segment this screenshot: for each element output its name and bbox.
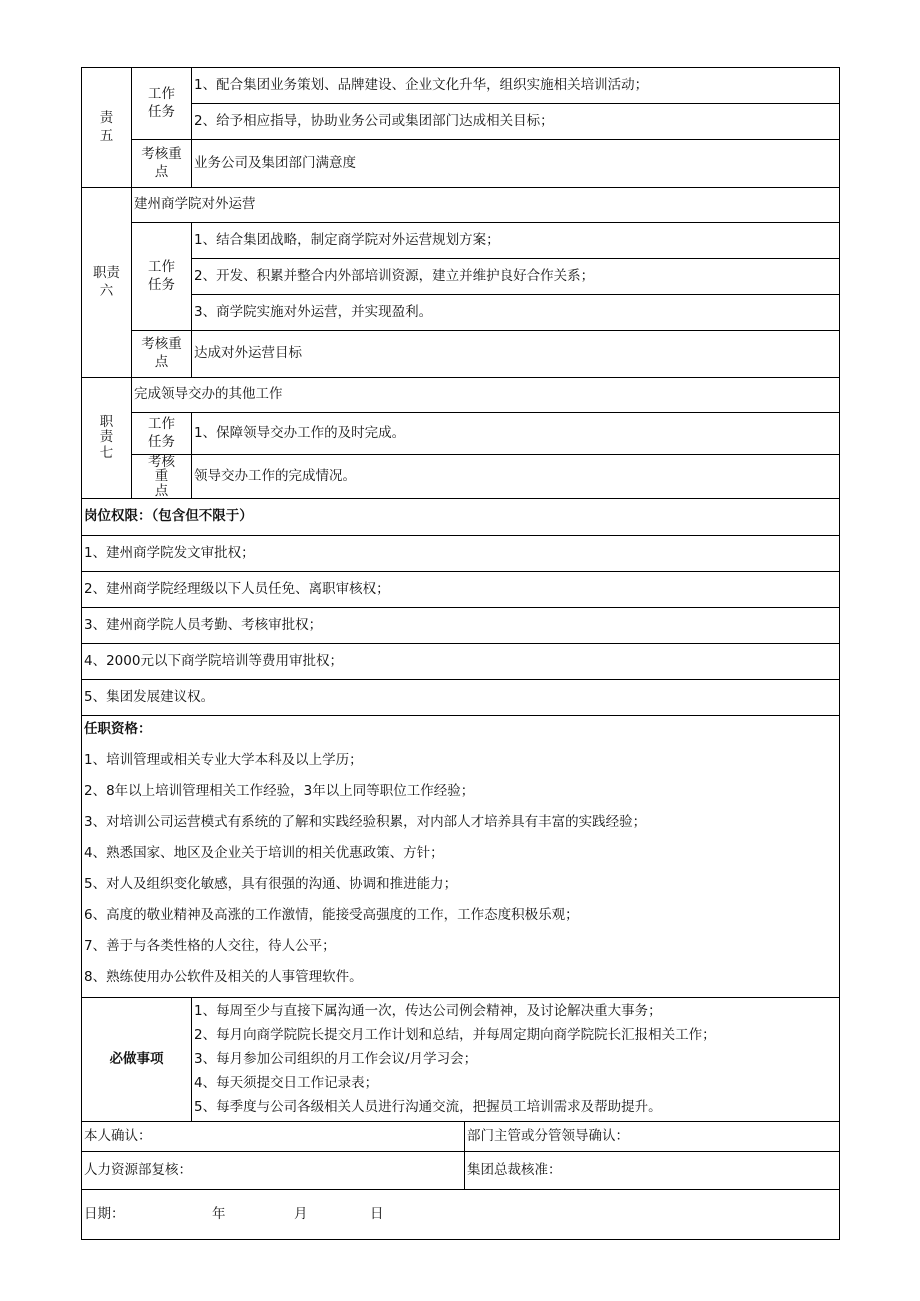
- duty6-title-row: [82, 188, 840, 223]
- must-do-item-1: 1、每周至少与直接下属沟通一次，传达公司例会精神，及讨论解决重大事务；: [194, 1003, 662, 1019]
- qualification-item-4: 4、熟悉国家、地区及企业关于培训的相关优惠政策、方针；: [84, 845, 444, 861]
- duty6-kpi: 达成对外运营目标: [192, 331, 840, 378]
- authority-row: [82, 572, 840, 608]
- qualifications-row: [82, 716, 840, 998]
- must-do-item-3: 3、每月参加公司组织的月工作会议/月学习会；: [194, 1051, 478, 1067]
- duty7-label: 职 责 七: [82, 378, 132, 499]
- must-do-list: [192, 998, 840, 1122]
- duty5-kpi-row: [82, 140, 840, 188]
- job-description-table: [81, 67, 840, 1240]
- qualification-item-7: 7、善于与各类性格的人交往，待人公平；: [84, 938, 336, 954]
- authority-row: [82, 536, 840, 572]
- must-do-item-2: 2、每月向商学院院长提交月工作计划和总结，并每周定期向商学院院长汇报相关工作；: [194, 1027, 716, 1043]
- duty7-title-row: [82, 378, 840, 413]
- duty5-task-label: 工作 任务: [132, 68, 192, 140]
- authority-heading: 岗位权限：（包含但不限于）: [82, 499, 840, 536]
- qualification-item-6: 6、高度的敬业精神及高涨的工作激情，能接受高强度的工作，工作态度积极乐观；: [84, 907, 579, 923]
- duty6-title: 建州商学院对外运营: [132, 188, 840, 223]
- duty5-task-row-2: [82, 104, 840, 140]
- authority-item-1: 1、建州商学院发文审批权；: [82, 536, 840, 572]
- must-do-row: [82, 998, 840, 1122]
- duty5-kpi-label: 考核重 点: [132, 140, 192, 188]
- duty7-kpi-label: 考核 重 点: [132, 455, 192, 499]
- qualifications-cell: [82, 716, 840, 998]
- date-day: 日: [370, 1205, 384, 1222]
- duty5-label: 责 五: [82, 68, 132, 188]
- duty6-kpi-label: 考核重 点: [132, 331, 192, 378]
- ceo-approve: 集团总裁核准：: [465, 1152, 840, 1190]
- duty7-title: 完成领导交办的其他工作: [132, 378, 840, 413]
- qualification-item-5: 5、对人及组织变化敏感，具有很强的沟通、协调和推进能力；: [84, 876, 458, 892]
- authority-item-3: 3、建州商学院人员考勤、考核审批权；: [82, 608, 840, 644]
- authority-heading-row: [82, 499, 840, 536]
- authority-row: [82, 644, 840, 680]
- signoff-row-2: [82, 1152, 840, 1190]
- date-row: [82, 1190, 840, 1240]
- date-label: 日期：: [84, 1205, 125, 1222]
- duty5-kpi: 业务公司及集团部门满意度: [192, 140, 840, 188]
- duty5-task-row-1: [82, 68, 840, 104]
- duty5-task-2: 2、给予相应指导，协助业务公司或集团部门达成相关目标；: [192, 104, 840, 140]
- qualification-item-2: 2、8年以上培训管理相关工作经验，3年以上同等职位工作经验；: [84, 783, 475, 799]
- duty7-task-row: [82, 413, 840, 455]
- qualification-item-1: 1、培训管理或相关专业大学本科及以上学历；: [84, 752, 363, 768]
- authority-item-2: 2、建州商学院经理级以下人员任免、离职审核权；: [82, 572, 840, 608]
- authority-row: [82, 680, 840, 716]
- qualifications-heading: 任职资格：: [84, 721, 152, 737]
- duty6-task-3: 3、商学院实施对外运营，并实现盈利。: [192, 295, 840, 331]
- must-do-label: 必做事项: [82, 998, 192, 1122]
- duty6-task-2: 2、开发、积累并整合内外部培训资源，建立并维护良好合作关系；: [192, 259, 840, 295]
- duty6-task-1: 1、结合集团战略，制定商学院对外运营规划方案；: [192, 223, 840, 259]
- duty7-task-1: 1、保障领导交办工作的及时完成。: [192, 413, 840, 455]
- date-cell: [82, 1190, 840, 1240]
- date-month: 月: [294, 1205, 308, 1222]
- authority-item-5: 5、集团发展建议权。: [82, 680, 840, 716]
- qualification-item-8: 8、熟练使用办公软件及相关的人事管理软件。: [84, 969, 363, 985]
- self-confirm: 本人确认：: [82, 1122, 465, 1152]
- duty7-kpi: 领导交办工作的完成情况。: [192, 455, 840, 499]
- duty7-kpi-row: [82, 455, 840, 499]
- duty6-task-row-1: [82, 223, 840, 259]
- dept-confirm: 部门主管或分管领导确认：: [465, 1122, 840, 1152]
- must-do-item-5: 5、每季度与公司各级相关人员进行沟通交流，把握员工培训需求及帮助提升。: [194, 1099, 662, 1115]
- date-year: 年: [212, 1205, 226, 1222]
- qualification-item-3: 3、对培训公司运营模式有系统的了解和实践经验积累，对内部人才培养具有丰富的实践经验；: [84, 814, 647, 830]
- duty6-label: 职责 六: [82, 188, 132, 378]
- signoff-row-1: [82, 1122, 840, 1152]
- authority-item-4: 4、2000元以下商学院培训等费用审批权；: [82, 644, 840, 680]
- duty5-task-1: 1、配合集团业务策划、品牌建设、企业文化升华，组织实施相关培训活动；: [192, 68, 840, 104]
- hr-review: 人力资源部复核：: [82, 1152, 465, 1190]
- duty7-task-label: 工作 任务: [132, 413, 192, 455]
- duty6-task-row-3: [82, 295, 840, 331]
- must-do-item-4: 4、每天须提交日工作记录表；: [194, 1075, 379, 1091]
- duty6-kpi-row: [82, 331, 840, 378]
- authority-row: [82, 608, 840, 644]
- duty6-task-row-2: [82, 259, 840, 295]
- duty6-task-label: 工作 任务: [132, 223, 192, 331]
